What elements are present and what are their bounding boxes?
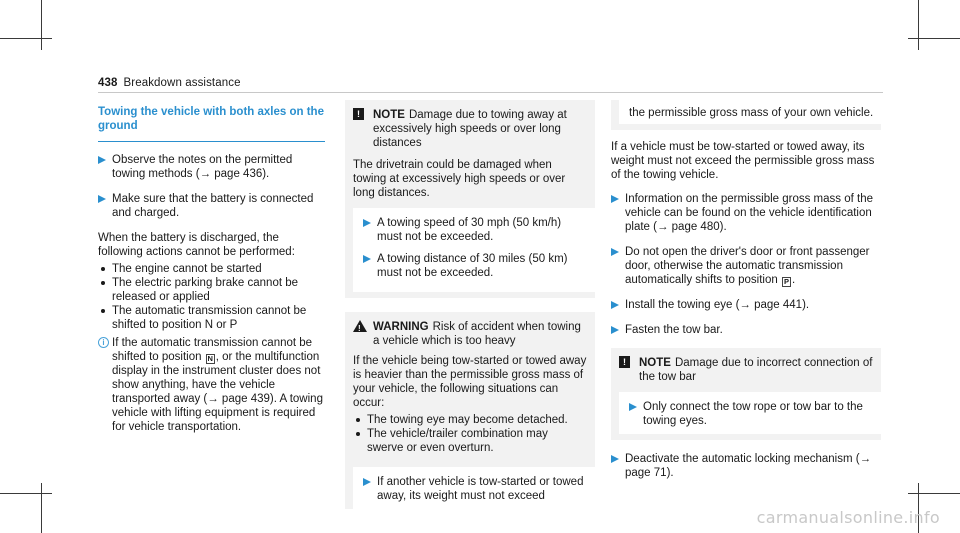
arrow-icon	[363, 478, 371, 486]
note-label: NOTE	[373, 109, 405, 121]
note-label: NOTE	[639, 357, 671, 369]
column-left	[98, 100, 325, 434]
arrow-icon	[611, 455, 619, 463]
column-middle	[345, 100, 595, 517]
arrow-icon	[363, 255, 371, 263]
column-right	[611, 100, 881, 491]
crop-mark	[41, 0, 42, 50]
step-item: Fasten the tow bar.	[611, 323, 881, 337]
step-text: Make sure that the battery is connected and charged.	[112, 193, 314, 219]
list-item: The engine cannot be started	[98, 262, 325, 276]
step-item: Deactivate the automatic locking mechanism (→ page 71).	[611, 452, 881, 480]
list-item: The automatic transmission cannot be shifted to position N or P	[98, 304, 325, 332]
section-title: Breakdown assistance	[123, 77, 241, 89]
step-item: A towing distance of 30 miles (50 km) must not be exceeded.	[363, 252, 589, 280]
step-item: Install the towing eye (→ page 441).	[611, 298, 881, 312]
arrow-icon	[611, 326, 619, 334]
arrow-icon	[98, 156, 106, 164]
watermark: carmanualsonline.info	[756, 508, 940, 527]
crop-mark	[0, 493, 52, 494]
step-item	[98, 153, 325, 181]
bullet-list	[353, 413, 587, 455]
paragraph: When the battery is discharged, the following actions cannot be performed:	[98, 232, 295, 258]
note-box	[611, 348, 881, 440]
warning-continued-text: the permissible gross mass of your own vehicle.	[629, 107, 874, 119]
step-item: Do not open the driver's door or front passenger door, otherwise the automatic transmission automatically shifts to position P .	[611, 245, 881, 287]
tip-block: i If the automatic transmission cannot be shifted to position N , or the multifunction display in the instrument cluster does not show anything, have the vehicle transported away (→ page 439). A towing vehicle with lifting equipment is required for vehicle transportation.	[98, 336, 325, 434]
note-icon: !	[619, 356, 630, 368]
crop-mark	[908, 38, 960, 39]
gear-n-icon: N	[207, 354, 213, 363]
info-icon: i	[98, 337, 109, 348]
list-item: The towing eye may become detached.	[353, 413, 587, 427]
section-heading: Towing the vehicle with both axles on the ground	[98, 100, 325, 142]
note-icon: !	[353, 108, 364, 120]
warning-box	[345, 312, 595, 509]
list-item: The electric parking brake cannot be released or applied	[98, 276, 325, 304]
arrow-icon	[611, 248, 619, 256]
warning-heading: Risk of accident when towing a vehicle which is too heavy	[373, 321, 581, 347]
warning-label: WARNING	[373, 321, 429, 333]
note-heading: Damage due to towing away at excessively high speeds or over long distances	[373, 109, 567, 149]
page-header	[98, 76, 241, 90]
step-item: Information on the permissible gross mass of the vehicle can be found on the vehicle identification plate (→ page 480).	[611, 192, 881, 234]
arrow-icon	[611, 195, 619, 203]
arrow-icon	[363, 219, 371, 227]
step-item: If another vehicle is tow-started or towed away, its weight must not exceed	[363, 475, 589, 503]
arrow-icon	[98, 195, 106, 203]
warning-body: If the vehicle being tow-started or towed away is heavier than the permissible gross mass of your vehicle, the following situations can occur:	[353, 355, 587, 409]
header-divider	[98, 92, 883, 93]
step-item: A towing speed of 30 mph (50 km/h) must not be exceeded.	[363, 216, 589, 244]
arrow-icon	[629, 403, 637, 411]
crop-mark	[41, 483, 42, 533]
step-item: Only connect the tow rope or tow bar to the towing eyes.	[629, 400, 875, 428]
note-heading: Damage due to incorrect connection of the tow bar	[639, 357, 873, 383]
note-body: The drivetrain could be damaged when towing at excessively high speeds or over long distances.	[353, 159, 566, 199]
step-text: Observe the notes on the permitted towing methods (→ page 436).	[112, 154, 293, 180]
warning-icon: !	[353, 320, 367, 332]
list-item: The vehicle/trailer combination may swerve or even overturn.	[353, 427, 587, 455]
warning-continued	[611, 100, 881, 130]
page-number: 438	[98, 77, 118, 89]
crop-mark	[918, 0, 919, 50]
arrow-icon	[611, 301, 619, 309]
step-item	[98, 192, 325, 220]
gear-p-icon: P	[783, 277, 789, 286]
crop-mark	[0, 38, 52, 39]
crop-mark	[908, 493, 960, 494]
paragraph: If a vehicle must be tow-started or towed away, its weight must not exceed the permissible gross mass of the towing vehicle.	[611, 141, 875, 181]
note-box	[345, 100, 595, 298]
bullet-list	[98, 262, 325, 332]
